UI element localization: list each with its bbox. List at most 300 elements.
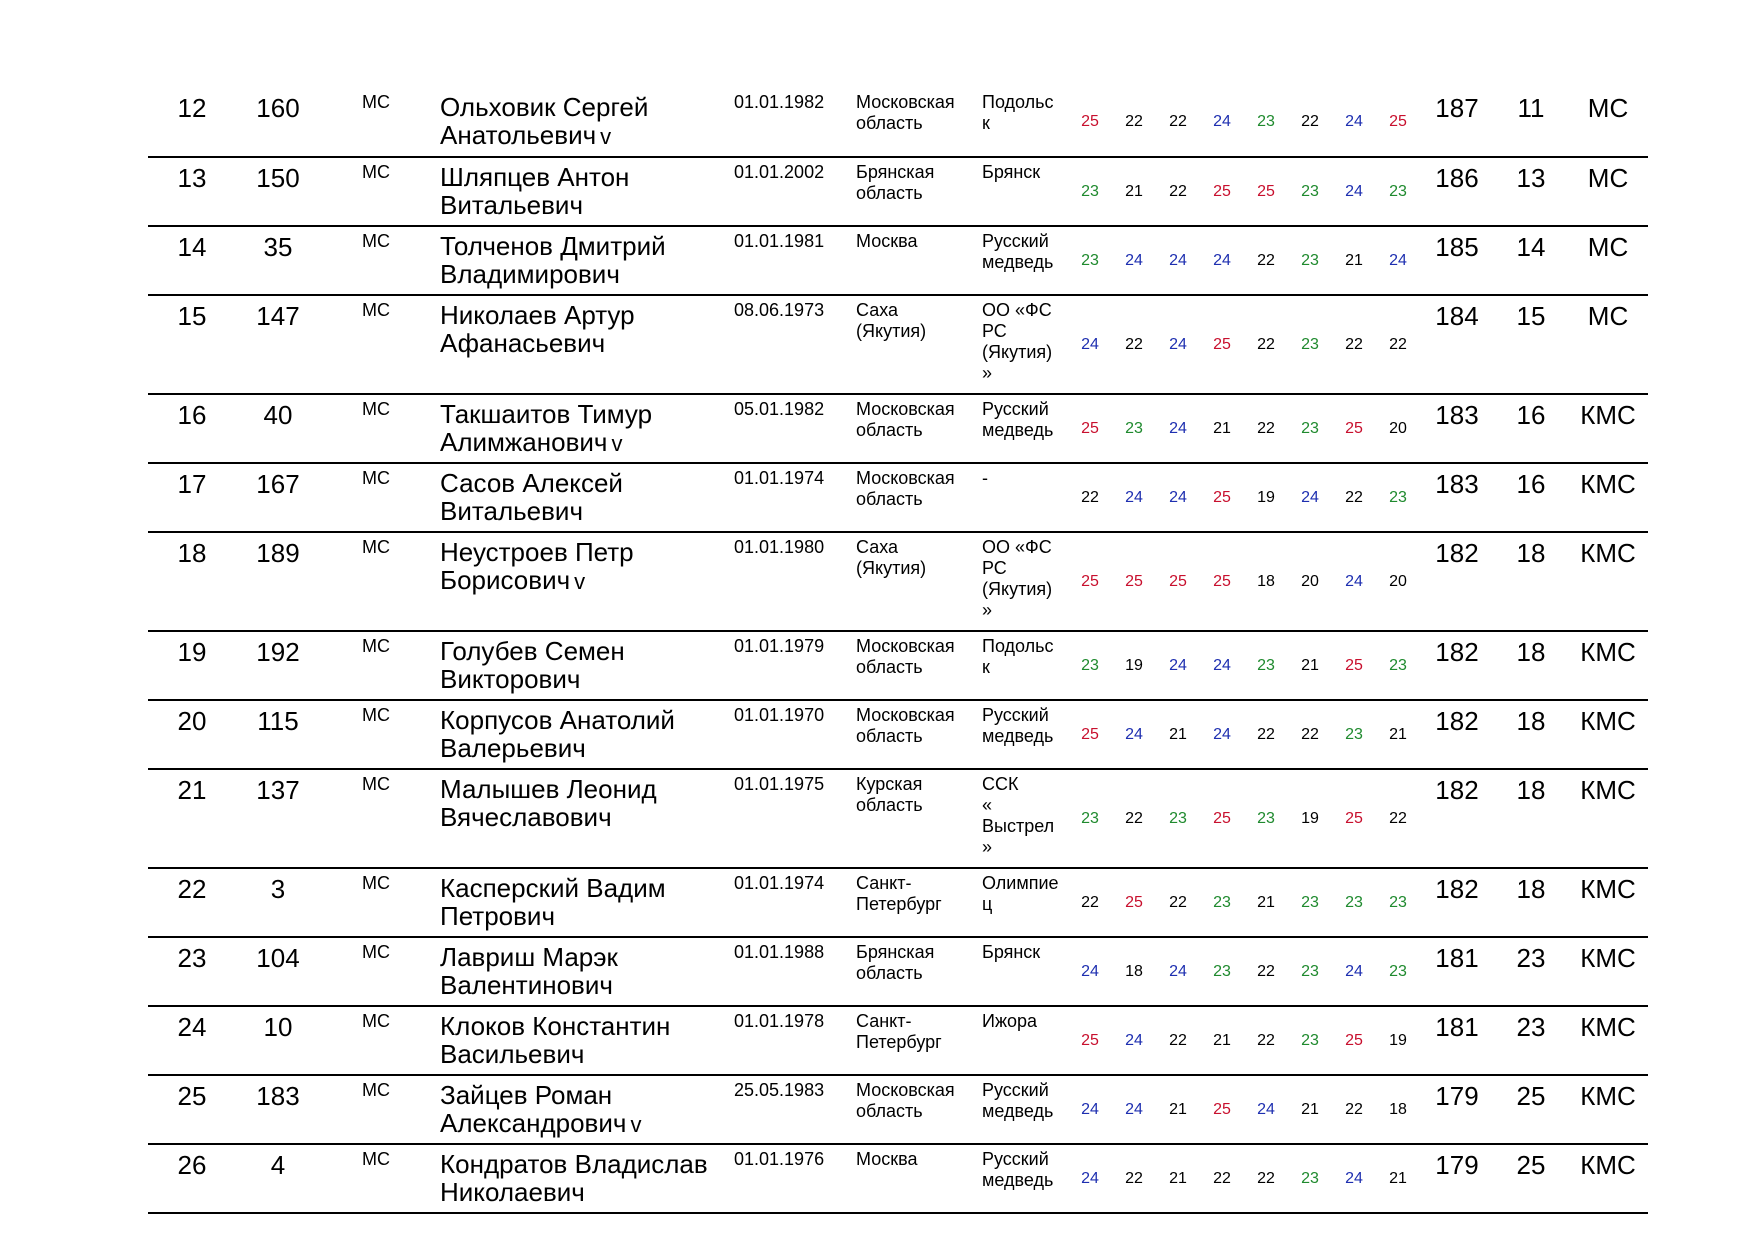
- series-score-cell: 21: [1156, 1144, 1200, 1213]
- patronymic: Борисович: [440, 565, 571, 595]
- series-score-cell: 22: [1112, 88, 1156, 157]
- series-score-cell: 22: [1200, 1144, 1244, 1213]
- rank-cell: МС: [320, 157, 404, 226]
- club-cell: [972, 769, 1068, 868]
- birth-date-cell: 01.01.1988: [734, 937, 850, 1006]
- total-score-cell: 184: [1420, 295, 1494, 394]
- region-cell: [850, 1006, 972, 1075]
- table-row: [148, 631, 1648, 700]
- patronymic: Анатольевич: [440, 120, 597, 150]
- series-score-cell: 23: [1288, 394, 1332, 463]
- club-line: медведь: [982, 1101, 1054, 1121]
- patronymic: Алимжанович: [440, 427, 608, 457]
- club-cell: [972, 1075, 1068, 1144]
- region-cell: [850, 226, 972, 295]
- total-score-cell: 182: [1420, 700, 1494, 769]
- qualification-cell: КМС: [1568, 937, 1648, 1006]
- series-score-cell: 25: [1200, 532, 1244, 631]
- position-cell: 18: [1494, 700, 1568, 769]
- series-score-cell: 22: [1112, 769, 1156, 868]
- surname-firstname: Зайцев Роман: [440, 1080, 613, 1110]
- series-score-cell: 20: [1288, 532, 1332, 631]
- region-cell: [850, 463, 972, 532]
- series-score-cell: 19: [1376, 1006, 1420, 1075]
- club-cell: [972, 631, 1068, 700]
- birth-date-cell: 01.01.1978: [734, 1006, 850, 1075]
- club-line: медведь: [982, 1170, 1054, 1190]
- start-number-cell: 10: [236, 1006, 320, 1075]
- place-cell: 26: [148, 1144, 236, 1213]
- surname-firstname: Корпусов Анатолий: [440, 705, 675, 735]
- club-cell: [972, 1006, 1068, 1075]
- club-line: Русский: [982, 1080, 1049, 1100]
- series-score-cell: 24: [1332, 937, 1376, 1006]
- club-cell: [972, 700, 1068, 769]
- region-cell: [850, 1075, 972, 1144]
- birth-date-cell: 08.06.1973: [734, 295, 850, 394]
- surname-firstname: Толченов Дмитрий: [440, 231, 666, 261]
- athlete-name-cell: [404, 868, 734, 937]
- total-score-cell: 181: [1420, 937, 1494, 1006]
- club-line: -: [982, 468, 988, 488]
- region-line: Московская: [856, 705, 955, 725]
- series-score-cell: 23: [1200, 937, 1244, 1006]
- series-score-cell: 19: [1244, 463, 1288, 532]
- athlete-name-cell: [404, 394, 734, 463]
- series-score-cell: 25: [1068, 1006, 1112, 1075]
- series-score-cell: 24: [1332, 532, 1376, 631]
- club-line: медведь: [982, 726, 1054, 746]
- birth-date-cell: 05.01.1982: [734, 394, 850, 463]
- start-number-cell: 104: [236, 937, 320, 1006]
- series-score-cell: 20: [1376, 532, 1420, 631]
- series-score-cell: 22: [1112, 1144, 1156, 1213]
- series-score-cell: 22: [1244, 1144, 1288, 1213]
- region-line: Саха: [856, 300, 899, 320]
- series-score-cell: 25: [1332, 769, 1376, 868]
- series-score-cell: 23: [1200, 868, 1244, 937]
- place-cell: 25: [148, 1075, 236, 1144]
- region-cell: [850, 631, 972, 700]
- qualification-cell: КМС: [1568, 631, 1648, 700]
- series-score-cell: 24: [1068, 1075, 1112, 1144]
- rank-cell: МС: [320, 631, 404, 700]
- start-number-cell: 150: [236, 157, 320, 226]
- series-score-cell: 22: [1244, 226, 1288, 295]
- series-score-cell: 24: [1156, 631, 1200, 700]
- series-score-cell: 22: [1244, 937, 1288, 1006]
- patronymic-line: [440, 902, 734, 930]
- series-score-cell: 18: [1112, 937, 1156, 1006]
- region-cell: [850, 157, 972, 226]
- birth-date-cell: 01.01.1981: [734, 226, 850, 295]
- patronymic: Владимирович: [440, 259, 620, 289]
- place-cell: 18: [148, 532, 236, 631]
- series-score-cell: 24: [1068, 937, 1112, 1006]
- region-cell: [850, 868, 972, 937]
- patronymic-line: [440, 260, 734, 288]
- place-cell: 23: [148, 937, 236, 1006]
- table-row: [148, 295, 1648, 394]
- patronymic: Петрович: [440, 901, 555, 931]
- club-line: к: [982, 657, 990, 677]
- birth-date-cell: 01.01.1976: [734, 1144, 850, 1213]
- series-score-cell: 23: [1288, 937, 1332, 1006]
- club-line: Выстрел: [982, 816, 1055, 836]
- series-score-cell: 25: [1332, 631, 1376, 700]
- rank-cell: МС: [320, 1006, 404, 1075]
- position-cell: 18: [1494, 868, 1568, 937]
- club-cell: [972, 868, 1068, 937]
- table-row: [148, 1144, 1648, 1213]
- series-score-cell: 21: [1332, 226, 1376, 295]
- surname-firstname: Шляпцев Антон: [440, 162, 630, 192]
- series-score-cell: 19: [1288, 769, 1332, 868]
- series-score-cell: 25: [1112, 532, 1156, 631]
- patronymic-line: [440, 566, 734, 596]
- birth-date-cell: 01.01.1974: [734, 868, 850, 937]
- series-score-cell: 22: [1068, 868, 1112, 937]
- club-line: »: [982, 837, 993, 857]
- surname-firstname: Лавриш Марэк: [440, 942, 618, 972]
- region-line: область: [856, 183, 923, 203]
- table-row: [148, 769, 1648, 868]
- series-score-cell: 23: [1288, 226, 1332, 295]
- total-score-cell: 183: [1420, 463, 1494, 532]
- position-cell: 25: [1494, 1144, 1568, 1213]
- series-score-cell: 23: [1244, 769, 1288, 868]
- birth-date-cell: 01.01.1974: [734, 463, 850, 532]
- surname-firstname: Малышев Леонид: [440, 774, 657, 804]
- series-score-cell: 19: [1112, 631, 1156, 700]
- place-cell: 19: [148, 631, 236, 700]
- patronymic-line: [440, 191, 734, 219]
- position-cell: 15: [1494, 295, 1568, 394]
- region-line: Курская: [856, 774, 923, 794]
- club-line: »: [982, 600, 993, 620]
- club-line: медведь: [982, 252, 1054, 272]
- patronymic: Валерьевич: [440, 733, 586, 763]
- place-cell: 16: [148, 394, 236, 463]
- series-score-cell: 22: [1244, 295, 1288, 394]
- checkmark-icon: v: [611, 431, 623, 456]
- series-score-cell: 24: [1156, 463, 1200, 532]
- patronymic: Александрович: [440, 1108, 627, 1138]
- qualification-cell: МС: [1568, 88, 1648, 157]
- series-score-cell: 24: [1112, 1075, 1156, 1144]
- series-score-cell: 23: [1288, 1144, 1332, 1213]
- start-number-cell: 160: [236, 88, 320, 157]
- club-cell: [972, 88, 1068, 157]
- qualification-cell: МС: [1568, 295, 1648, 394]
- position-cell: 13: [1494, 157, 1568, 226]
- series-score-cell: 22: [1332, 463, 1376, 532]
- patronymic: Николаевич: [440, 1177, 585, 1207]
- region-line: (Якутия): [856, 558, 927, 578]
- patronymic: Афанасьевич: [440, 328, 606, 358]
- region-line: область: [856, 795, 923, 815]
- checkmark-icon: v: [600, 124, 612, 149]
- rank-cell: МС: [320, 295, 404, 394]
- position-cell: 25: [1494, 1075, 1568, 1144]
- series-score-cell: 25: [1068, 88, 1112, 157]
- region-cell: [850, 700, 972, 769]
- club-line: Олимпие: [982, 873, 1059, 893]
- position-cell: 11: [1494, 88, 1568, 157]
- start-number-cell: 183: [236, 1075, 320, 1144]
- series-score-cell: 24: [1332, 88, 1376, 157]
- table-row: [148, 700, 1648, 769]
- rank-cell: МС: [320, 700, 404, 769]
- region-line: Московская: [856, 92, 955, 112]
- club-line: к: [982, 113, 990, 133]
- series-score-cell: 25: [1112, 868, 1156, 937]
- birth-date-cell: 01.01.1982: [734, 88, 850, 157]
- series-score-cell: 21: [1156, 700, 1200, 769]
- club-cell: [972, 463, 1068, 532]
- patronymic-line: [440, 1109, 734, 1139]
- club-cell: [972, 295, 1068, 394]
- position-cell: 23: [1494, 1006, 1568, 1075]
- patronymic: Валентинович: [440, 970, 613, 1000]
- total-score-cell: 179: [1420, 1075, 1494, 1144]
- series-score-cell: 25: [1200, 295, 1244, 394]
- region-line: Брянская: [856, 162, 935, 182]
- series-score-cell: 22: [1376, 295, 1420, 394]
- club-line: Русский: [982, 705, 1049, 725]
- series-score-cell: 23: [1332, 868, 1376, 937]
- region-line: область: [856, 963, 923, 983]
- athlete-name-cell: [404, 157, 734, 226]
- patronymic-line: [440, 428, 734, 458]
- club-line: Брянск: [982, 942, 1041, 962]
- patronymic-line: [440, 971, 734, 999]
- series-score-cell: 21: [1200, 1006, 1244, 1075]
- qualification-cell: КМС: [1568, 394, 1648, 463]
- position-cell: 18: [1494, 769, 1568, 868]
- series-score-cell: 24: [1156, 937, 1200, 1006]
- rank-cell: МС: [320, 1075, 404, 1144]
- region-line: Московская: [856, 468, 955, 488]
- series-score-cell: 23: [1068, 631, 1112, 700]
- club-line: Подольс: [982, 636, 1054, 656]
- region-line: область: [856, 420, 923, 440]
- patronymic: Витальевич: [440, 190, 583, 220]
- athlete-name-cell: [404, 295, 734, 394]
- place-cell: 21: [148, 769, 236, 868]
- series-score-cell: 22: [1244, 700, 1288, 769]
- start-number-cell: 167: [236, 463, 320, 532]
- table-row: [148, 868, 1648, 937]
- patronymic-line: [440, 665, 734, 693]
- series-score-cell: 21: [1376, 1144, 1420, 1213]
- region-line: область: [856, 1101, 923, 1121]
- rank-cell: МС: [320, 868, 404, 937]
- table-row: [148, 226, 1648, 295]
- club-line: Брянск: [982, 162, 1041, 182]
- series-score-cell: 24: [1332, 157, 1376, 226]
- region-cell: [850, 295, 972, 394]
- club-line: Русский: [982, 231, 1049, 251]
- club-line: медведь: [982, 420, 1054, 440]
- place-cell: 20: [148, 700, 236, 769]
- region-cell: [850, 532, 972, 631]
- series-score-cell: 23: [1288, 1006, 1332, 1075]
- series-score-cell: 22: [1244, 1006, 1288, 1075]
- region-line: Московская: [856, 399, 955, 419]
- start-number-cell: 137: [236, 769, 320, 868]
- birth-date-cell: 01.01.1979: [734, 631, 850, 700]
- qualification-cell: КМС: [1568, 1075, 1648, 1144]
- series-score-cell: 22: [1156, 1006, 1200, 1075]
- position-cell: 16: [1494, 394, 1568, 463]
- start-number-cell: 35: [236, 226, 320, 295]
- position-cell: 14: [1494, 226, 1568, 295]
- checkmark-icon: v: [630, 1112, 642, 1137]
- athlete-name-cell: [404, 532, 734, 631]
- surname-firstname: Николаев Артур: [440, 300, 635, 330]
- qualification-cell: КМС: [1568, 1144, 1648, 1213]
- surname-firstname: Клоков Константин: [440, 1011, 671, 1041]
- table-row: [148, 394, 1648, 463]
- qualification-cell: КМС: [1568, 532, 1648, 631]
- results-table: [148, 88, 1648, 1214]
- table-row: [148, 1006, 1648, 1075]
- club-line: Русский: [982, 399, 1049, 419]
- series-score-cell: 23: [1288, 295, 1332, 394]
- region-line: область: [856, 489, 923, 509]
- series-score-cell: 23: [1156, 769, 1200, 868]
- position-cell: 18: [1494, 631, 1568, 700]
- series-score-cell: 23: [1376, 463, 1420, 532]
- rank-cell: МС: [320, 937, 404, 1006]
- region-line: (Якутия): [856, 321, 927, 341]
- series-score-cell: 20: [1376, 394, 1420, 463]
- birth-date-cell: 01.01.2002: [734, 157, 850, 226]
- series-score-cell: 23: [1332, 700, 1376, 769]
- patronymic-line: [440, 803, 734, 831]
- series-score-cell: 24: [1156, 226, 1200, 295]
- total-score-cell: 182: [1420, 868, 1494, 937]
- series-score-cell: 24: [1332, 1144, 1376, 1213]
- total-score-cell: 183: [1420, 394, 1494, 463]
- region-cell: [850, 1144, 972, 1213]
- surname-firstname: Голубев Семен: [440, 636, 625, 666]
- athlete-name-cell: [404, 631, 734, 700]
- series-score-cell: 24: [1156, 295, 1200, 394]
- series-score-cell: 23: [1376, 868, 1420, 937]
- total-score-cell: 181: [1420, 1006, 1494, 1075]
- region-line: Московская: [856, 1080, 955, 1100]
- position-cell: 16: [1494, 463, 1568, 532]
- series-score-cell: 25: [1200, 769, 1244, 868]
- series-score-cell: 24: [1200, 88, 1244, 157]
- series-score-cell: 24: [1112, 1006, 1156, 1075]
- series-score-cell: 23: [1068, 226, 1112, 295]
- start-number-cell: 147: [236, 295, 320, 394]
- club-line: ОО «ФС: [982, 300, 1052, 320]
- athlete-name-cell: [404, 1075, 734, 1144]
- series-score-cell: 22: [1156, 88, 1200, 157]
- region-line: Санкт-: [856, 1011, 912, 1031]
- club-line: ССК: [982, 774, 1019, 794]
- rank-cell: МС: [320, 532, 404, 631]
- qualification-cell: КМС: [1568, 463, 1648, 532]
- surname-firstname: Сасов Алексей: [440, 468, 623, 498]
- patronymic-line: [440, 329, 734, 357]
- series-score-cell: 25: [1332, 394, 1376, 463]
- position-cell: 18: [1494, 532, 1568, 631]
- series-score-cell: 24: [1112, 463, 1156, 532]
- region-line: Москва: [856, 231, 918, 251]
- club-cell: [972, 226, 1068, 295]
- series-score-cell: 23: [1376, 937, 1420, 1006]
- club-line: Ижора: [982, 1011, 1038, 1031]
- series-score-cell: 23: [1288, 157, 1332, 226]
- series-score-cell: 18: [1376, 1075, 1420, 1144]
- results-body: [148, 88, 1648, 1213]
- surname-firstname: Кондратов Владислав: [440, 1149, 708, 1179]
- region-line: Москва: [856, 1149, 918, 1169]
- place-cell: 17: [148, 463, 236, 532]
- birth-date-cell: 25.05.1983: [734, 1075, 850, 1144]
- club-cell: [972, 937, 1068, 1006]
- series-score-cell: 22: [1068, 463, 1112, 532]
- series-score-cell: 25: [1068, 394, 1112, 463]
- place-cell: 24: [148, 1006, 236, 1075]
- series-score-cell: 18: [1244, 532, 1288, 631]
- region-line: область: [856, 726, 923, 746]
- table-row: [148, 463, 1648, 532]
- total-score-cell: 182: [1420, 769, 1494, 868]
- region-cell: [850, 394, 972, 463]
- start-number-cell: 40: [236, 394, 320, 463]
- series-score-cell: 22: [1332, 1075, 1376, 1144]
- birth-date-cell: 01.01.1970: [734, 700, 850, 769]
- patronymic-line: [440, 1178, 734, 1206]
- start-number-cell: 4: [236, 1144, 320, 1213]
- qualification-cell: КМС: [1568, 868, 1648, 937]
- club-line: Русский: [982, 1149, 1049, 1169]
- series-score-cell: 24: [1112, 700, 1156, 769]
- series-score-cell: 21: [1376, 700, 1420, 769]
- table-row: [148, 88, 1648, 157]
- qualification-cell: КМС: [1568, 1006, 1648, 1075]
- place-cell: 22: [148, 868, 236, 937]
- total-score-cell: 187: [1420, 88, 1494, 157]
- athlete-name-cell: [404, 1144, 734, 1213]
- start-number-cell: 3: [236, 868, 320, 937]
- start-number-cell: 115: [236, 700, 320, 769]
- series-score-cell: 22: [1376, 769, 1420, 868]
- series-score-cell: 21: [1112, 157, 1156, 226]
- place-cell: 15: [148, 295, 236, 394]
- qualification-cell: МС: [1568, 157, 1648, 226]
- series-score-cell: 22: [1288, 88, 1332, 157]
- club-line: (Якутия): [982, 342, 1053, 362]
- athlete-name-cell: [404, 88, 734, 157]
- series-score-cell: 22: [1156, 157, 1200, 226]
- series-score-cell: 24: [1288, 463, 1332, 532]
- rank-cell: МС: [320, 226, 404, 295]
- club-line: РС: [982, 321, 1007, 341]
- series-score-cell: 25: [1332, 1006, 1376, 1075]
- total-score-cell: 182: [1420, 631, 1494, 700]
- club-cell: [972, 394, 1068, 463]
- series-score-cell: 21: [1200, 394, 1244, 463]
- region-line: Петербург: [856, 894, 942, 914]
- checkmark-icon: v: [574, 569, 586, 594]
